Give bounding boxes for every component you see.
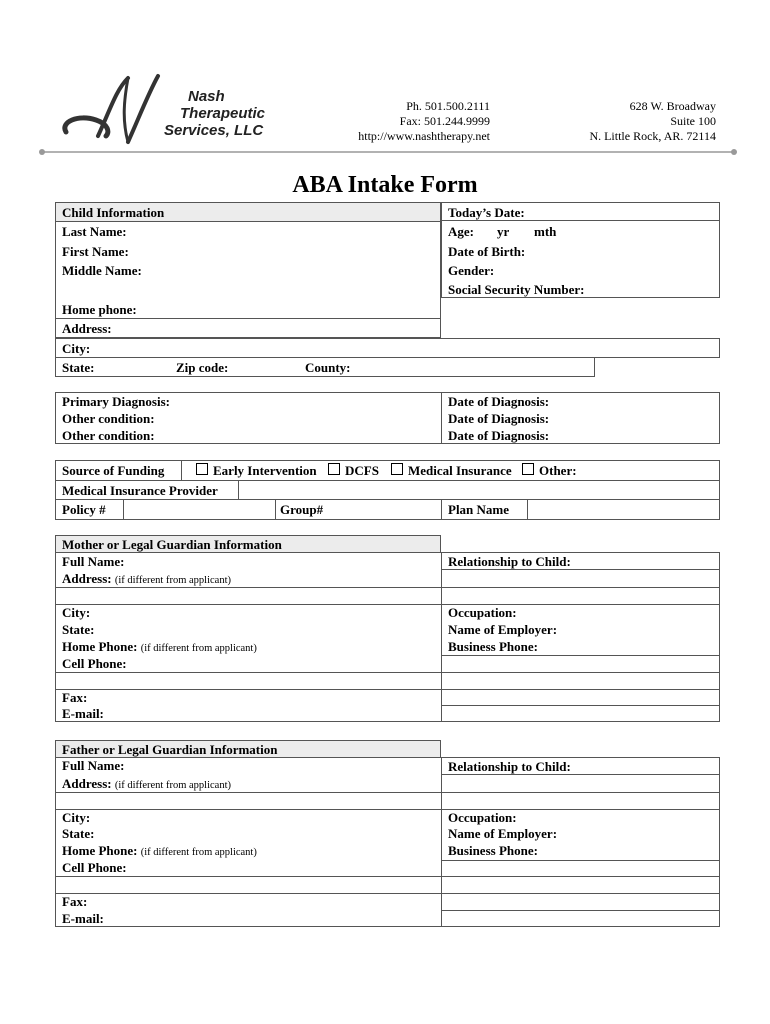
logo-n-icon [58,70,168,150]
early-intervention-checkbox[interactable] [196,463,208,475]
mother-cell-phone-label: Cell Phone: [62,656,127,671]
mother-address-note: (if different from applicant) [114,575,231,586]
mother-full-name-label: Full Name: [62,554,125,569]
mother-email-label: E-mail: [62,706,104,721]
company-logo [58,70,288,150]
county-label: County: [305,360,351,375]
header-fax: Fax: 501.244.9999 [399,114,490,128]
medical-insurance-checkbox[interactable] [391,463,403,475]
state-label: State: [62,360,95,375]
child-last-name-label: Last Name: [62,224,127,239]
date-of-diagnosis-3-label: Date of Diagnosis: [448,428,550,443]
father-home-phone-label [62,843,257,861]
father-occupation-label: Occupation: [448,810,517,825]
father-home-phone-note: (if different from applicant) [140,847,257,858]
logo-line1: Nash [188,88,225,105]
date-of-diagnosis-2-label: Date of Diagnosis: [448,411,550,426]
father-email-label: E-mail: [62,911,104,926]
mother-home-phone-text: Home Phone: [62,639,138,654]
father-fax-label: Fax: [62,894,88,909]
header-contact [330,99,490,144]
medical-insurance-label: Medical Insurance [408,463,512,478]
header-address-line1: 628 W. Broadway [629,99,716,113]
header-phone: Ph. 501.500.2111 [406,99,490,113]
home-phone-label: Home phone: [62,302,137,317]
mother-state-label: State: [62,622,95,637]
group-number-label: Group# [280,502,324,517]
policy-number-label: Policy # [62,502,106,517]
other-condition-1-label: Other condition: [62,411,155,426]
other-funding-label: Other: [539,463,577,478]
ssn-label: Social Security Number: [448,282,585,297]
early-intervention-label: Early Intervention [213,463,317,478]
mother-city-label: City: [62,605,91,620]
primary-diagnosis-label: Primary Diagnosis: [62,394,170,409]
child-first-name-label: First Name: [62,244,129,259]
child-info-heading: Child Information [62,205,165,220]
insurance-provider-label: Medical Insurance Provider [62,483,218,498]
age-yr-label: yr [497,224,510,239]
father-heading: Father or Legal Guardian Information [62,742,278,757]
header-divider [38,147,738,157]
father-address-label [62,776,231,794]
mother-heading: Mother or Legal Guardian Information [62,537,282,552]
father-state-label: State: [62,826,95,841]
logo-line2: Therapeutic [180,105,266,122]
father-cell-phone-label: Cell Phone: [62,860,127,875]
mother-fax-label: Fax: [62,690,88,705]
mother-employer-label: Name of Employer: [448,622,558,637]
zip-label: Zip code: [176,360,229,375]
gender-label: Gender: [448,263,495,278]
father-employer-label: Name of Employer: [448,826,558,841]
mother-address-label [62,571,231,589]
dcfs-checkbox[interactable] [328,463,340,475]
age-label: Age: [448,224,474,239]
source-of-funding-label: Source of Funding [62,463,165,478]
header-address [560,99,716,144]
child-middle-name-label: Middle Name: [62,263,142,278]
father-home-phone-text: Home Phone: [62,843,138,858]
dcfs-label: DCFS [345,463,379,478]
header-address-line2: Suite 100 [670,114,716,128]
mother-address-text: Address: [62,571,112,586]
address-label: Address: [62,321,112,336]
father-city-label: City: [62,810,91,825]
mother-occupation-label: Occupation: [448,605,517,620]
other-condition-2-label: Other condition: [62,428,155,443]
todays-date-label: Today’s Date: [448,205,525,220]
father-address-note: (if different from applicant) [114,780,231,791]
father-full-name-label: Full Name: [62,758,125,773]
mother-business-phone-label: Business Phone: [448,639,538,654]
other-funding-checkbox[interactable] [522,463,534,475]
page-title: ABA Intake Form [292,172,478,198]
logo-line3: Services, LLC [164,122,264,139]
father-relationship-label: Relationship to Child: [448,759,571,774]
city-label: City: [62,341,91,356]
header-address-line3: N. Little Rock, AR. 72114 [589,129,716,143]
age-mth-label: mth [534,224,557,239]
header-website[interactable]: http://www.nashtherapy.net [358,129,490,143]
dob-label: Date of Birth: [448,244,526,259]
father-business-phone-label: Business Phone: [448,843,538,858]
date-of-diagnosis-1-label: Date of Diagnosis: [448,394,550,409]
mother-home-phone-label [62,639,257,657]
mother-relationship-label: Relationship to Child: [448,554,571,569]
mother-home-phone-note: (if different from applicant) [140,643,257,654]
plan-name-label: Plan Name [448,502,510,517]
father-address-text: Address: [62,776,112,791]
